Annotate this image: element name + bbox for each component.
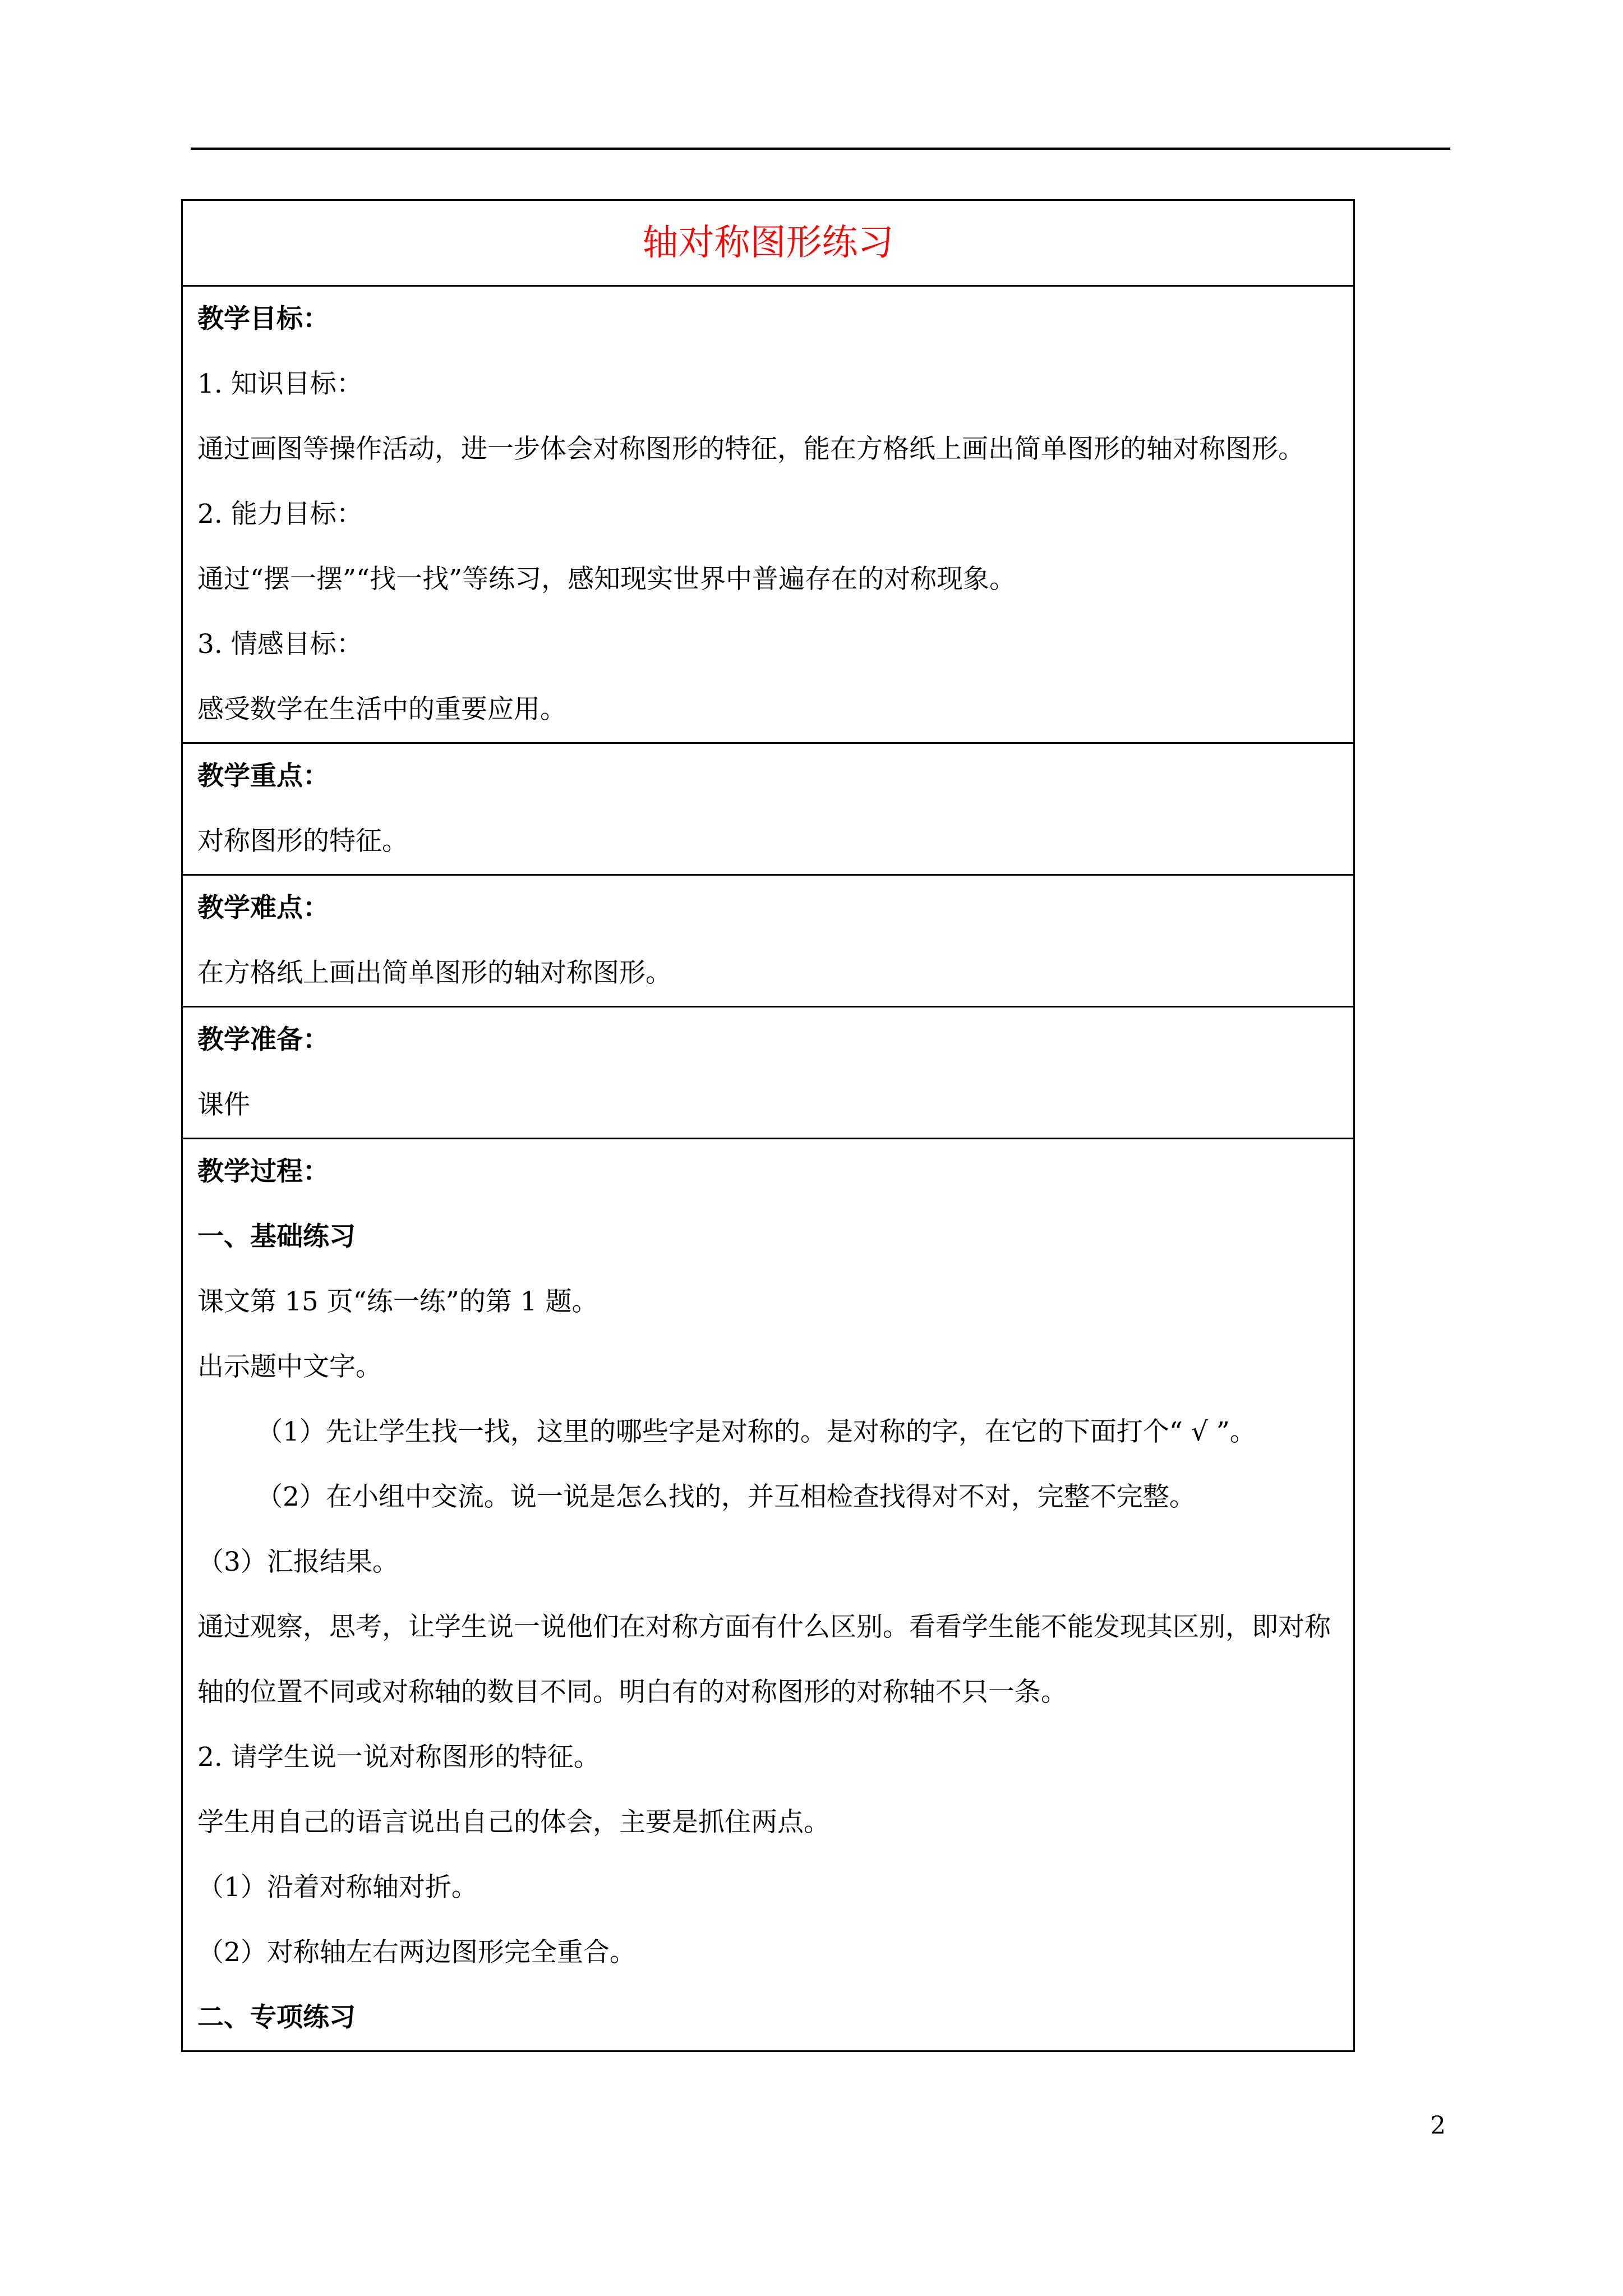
process-line: （1）沿着对称轴对折。 [197,1872,478,1903]
ability-goal-text: 通过“摆一摆”“找一找”等练习，感知现实世界中普遍存在的对称现象。 [197,564,1016,595]
emotion-goal-text: 感受数学在生活中的重要应用。 [197,694,566,725]
preparation-heading: 教学准备： [197,1024,329,1055]
title-cell [182,200,1354,286]
key-point-cell [182,743,1354,875]
ability-goal-label: 2. 能力目标： [197,499,363,530]
process-line: 通过观察，思考，让学生说一说他们在对称方面有什么区别。看看学生能不能发现其区别，即对称轴的位置不同或对称轴的数目不同。明白有的对称图形的对称轴不只一条。 [197,1612,1331,1708]
emotion-goal-label: 3. 情感目标： [197,629,363,660]
key-point-text: 对称图形的特征。 [197,826,408,857]
section-special-practice-heading: 二、专项练习 [197,2002,356,2033]
knowledge-goal-label: 1. 知识目标： [197,369,363,399]
goals-cell [182,286,1354,743]
process-line: 2. 请学生说一说对称图形的特征。 [197,1742,600,1773]
process-line: （1）先让学生找一找，这里的哪些字是对称的。是对称的字，在它的下面打个“ √ ”。 [256,1416,1256,1447]
document-title: 轴对称图形练习 [642,222,894,264]
process-line: 出示题中文字。 [197,1351,382,1382]
header-rule [191,148,1450,150]
difficulty-row [182,875,1354,1007]
process-line: （2）在小组中交流。说一说是怎么找的，并互相检查找得对不对，完整不完整。 [256,1481,1196,1512]
process-line: 学生用自己的语言说出自己的体会，主要是抓住两点。 [197,1807,830,1838]
section-basic-practice-heading: 一、基础练习 [197,1221,356,1252]
title-row [182,200,1354,286]
key-point-row [182,743,1354,875]
process-line: （2）对称轴左右两边图形完全重合。 [197,1937,636,1968]
difficulty-heading: 教学难点： [197,892,329,923]
preparation-cell [182,1007,1354,1139]
goals-heading: 教学目标： [197,303,329,334]
key-point-heading: 教学重点： [197,761,329,792]
process-row [182,1139,1354,2051]
difficulty-cell [182,875,1354,1007]
process-heading: 教学过程： [197,1156,329,1187]
process-line: 课文第 15 页“练一练”的第 1 题。 [197,1286,598,1317]
preparation-row [182,1007,1354,1139]
preparation-text: 课件 [197,1089,250,1120]
goals-row [182,286,1354,743]
knowledge-goal-text: 通过画图等操作活动，进一步体会对称图形的特征，能在方格纸上画出简单图形的轴对称图形。 [197,434,1304,464]
process-cell [182,1139,1354,2051]
page-number: 2 [1430,2111,1446,2140]
difficulty-text: 在方格纸上画出简单图形的轴对称图形。 [197,958,672,988]
lesson-plan-table [181,199,1355,2052]
process-line: （3）汇报结果。 [197,1547,399,1577]
